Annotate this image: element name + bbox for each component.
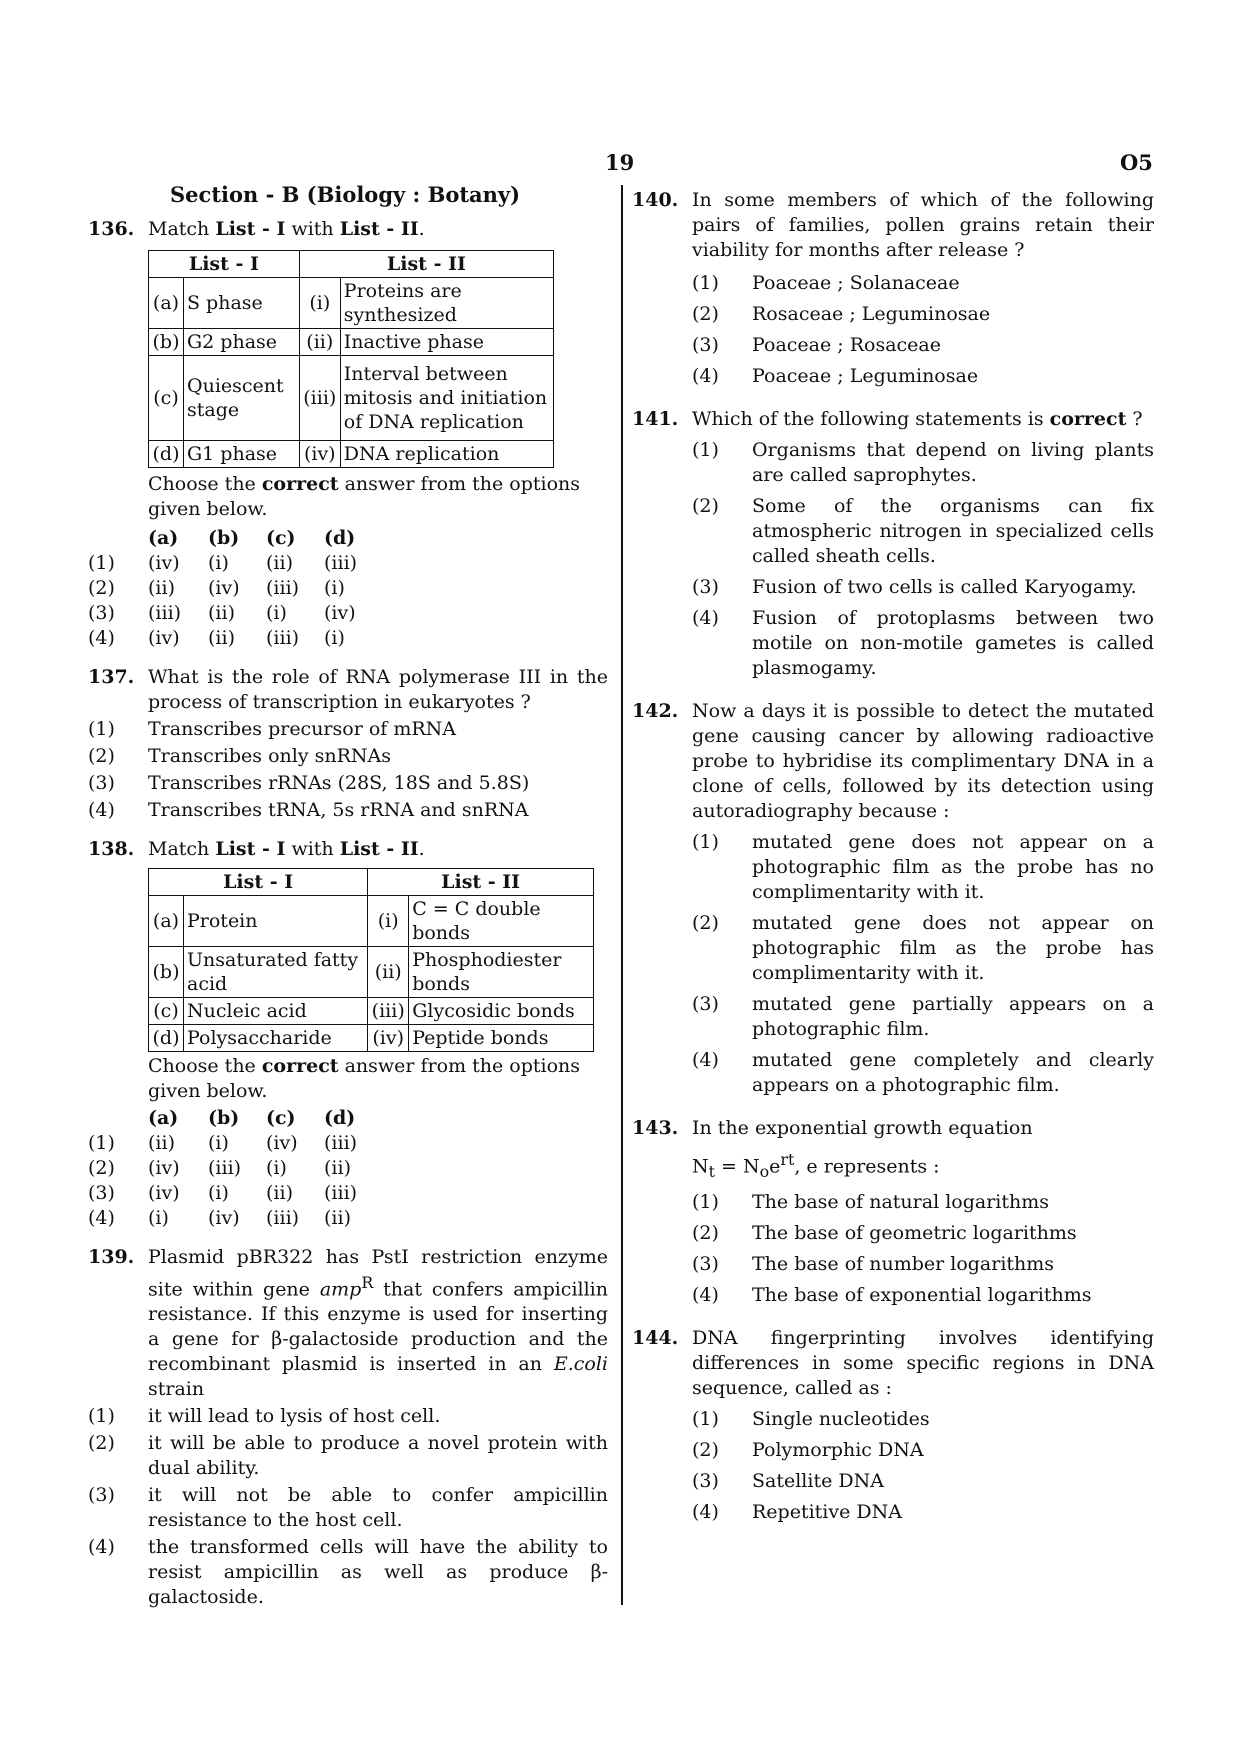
page-number: 19 [605,150,635,175]
instruction-text: Choose the [148,473,262,495]
option-2[interactable] [692,494,1154,569]
match-table [148,868,594,1052]
organism-name: E.coli [553,1353,608,1376]
table-header: List - II [299,251,553,278]
option-number: (3) [692,993,719,1015]
question-136 [88,217,608,651]
answer-cell: (i) [208,1182,229,1204]
option-text: Rosaceae ; Leguminosae [752,303,991,325]
list1-tag: (d) [149,441,184,468]
list2-item: Glycosidic bonds [409,998,594,1025]
instruction-bold: correct [261,1055,339,1077]
gene-superscript: R [361,1273,374,1292]
option-text: mutated gene completely and clearly appears on a photographic film. [752,1049,1154,1096]
answer-cell: (iii) [208,1157,242,1179]
option-number: (1) [692,272,719,294]
table-row [149,1025,594,1052]
option-number: (3) [88,772,115,794]
booklet-code: O5 [1120,150,1153,175]
instruction-text: answer from the options given below. [148,1055,581,1102]
option-4[interactable] [692,606,1154,681]
list2-tag: (ii) [299,329,340,356]
option-text: Transcribes tRNA, 5s rRNA and snRNA [148,799,529,821]
answer-cell: (iv) [148,1182,180,1204]
answer-head: (a) [148,1107,179,1129]
table-header: List - I [149,251,300,278]
left-column [88,182,608,1624]
option-text: mutated gene does not appear on a photographic film as the probe has no complimentarity with it. [752,831,1154,903]
answer-grid [88,526,608,651]
right-column [632,188,1154,1539]
answer-cell: (i) [208,1132,229,1154]
option-text: Fusion of two cells is called Karyogamy. [752,576,1137,598]
option-3[interactable] [692,333,1154,358]
question-number: 138. [88,838,135,860]
choose-instruction [148,472,608,522]
answer-cell: (i) [266,602,287,624]
list1-tag: (d) [149,1025,184,1052]
option-text: Organisms that depend on living plants are called saprophytes. [752,439,1154,486]
option-number: (1) [692,831,719,853]
question-number: 139. [88,1246,135,1268]
list1-tag: (c) [149,356,184,441]
list2-tag: (i) [299,278,340,329]
answer-cell: (iv) [148,1157,180,1179]
question-stem: In the exponential growth equation [692,1117,1033,1139]
question-number: 142. [632,700,679,722]
answer-head: (b) [208,527,240,549]
option-4[interactable] [88,1535,608,1610]
list2-item: Proteins are synthesized [340,278,553,329]
question-number: 140. [632,189,679,211]
eq-part: = N [715,1155,760,1178]
list2-tag: (i) [368,896,409,947]
option-number: (2) [692,1222,719,1245]
stem-text: strain [148,1378,205,1401]
question-stem: In some members of which of the following pairs of families, pollen grains retain their viability for months after release ? [692,189,1154,261]
option-text: Some of the organisms can fix atmospheric nitrogen in specialized cells called sheath cells. [752,495,1154,567]
answer-cell: (i) [324,627,345,649]
eq-sup: rt [780,1150,795,1169]
option-text: Poaceae ; Solanaceae [752,272,960,294]
answer-head: (c) [266,1107,296,1129]
option-2[interactable] [692,302,1154,327]
stem-text: with [285,218,340,240]
stem-text: Match [148,838,216,860]
answer-cell: (iii) [324,552,358,574]
option-text: Fusion of protoplasms between two motile on non-motile gametes is called plasmogamy. [752,607,1154,679]
answer-cell: (iii) [266,1207,300,1229]
list2-tag: (iii) [368,998,409,1025]
option-4[interactable] [692,1048,1154,1098]
question-stem: What is the role of RNA polymerase III in the process of transcription in eukaryotes ? [148,666,608,713]
table-row [149,441,554,468]
option-2[interactable] [692,1438,1154,1463]
answer-cell: (i) [208,552,229,574]
option-text: The base of exponential logarithms [752,1284,1092,1307]
table-row [149,356,554,441]
list1-item: Unsaturated fatty acid [184,947,368,998]
instruction-text: answer from the options given below. [148,473,581,520]
list1-tag: (b) [149,947,184,998]
question-stem [148,837,608,862]
option-number: (4) [88,799,115,821]
list1-item: S phase [184,278,300,329]
option-text: it will lead to lysis of host cell. [148,1405,441,1428]
option-number: (2) [692,303,719,325]
table-row [149,278,554,329]
stem-text: . [418,218,425,240]
list2-tag: (iv) [299,441,340,468]
list2-item: Interval between mitosis and initiation of DNA replication [340,356,553,441]
option-3[interactable] [692,1252,1154,1277]
question-number: 143. [632,1117,679,1139]
stem-bold: List - I [215,838,286,860]
eq-sub: o [759,1162,770,1182]
stem-text: Match [148,218,216,240]
list1-item: Protein [184,896,368,947]
eq-sub: t [708,1162,715,1182]
list1-tag: (a) [149,278,184,329]
question-138 [88,837,608,1231]
list1-item: G2 phase [184,329,300,356]
question-stem: DNA fingerprinting involves identifying differences in some specific regions in DNA sequence, called as : [692,1327,1154,1400]
stem-text: with [285,838,340,860]
option-3[interactable] [692,1469,1154,1494]
stem-bold: List - I [215,218,286,240]
option-3[interactable] [88,771,608,796]
question-stem [148,1245,608,1402]
option-text: Satellite DNA [752,1470,884,1493]
match-table [148,250,554,468]
option-4[interactable] [692,364,1154,389]
question-number: 136. [88,218,135,240]
option-number[interactable]: (3) [88,1182,115,1204]
question-144 [632,1326,1154,1525]
answer-head: (d) [324,527,356,549]
option-number: (4) [88,1536,115,1559]
option-3[interactable] [88,1483,608,1533]
list2-tag: (iv) [368,1025,409,1052]
option-number: (1) [88,718,115,740]
option-number: (3) [88,1484,115,1507]
question-140 [632,188,1154,389]
option-number: (1) [692,439,719,461]
option-number: (1) [88,1405,115,1428]
answer-cell: (iv) [148,552,180,574]
option-3[interactable] [692,575,1154,600]
stem-text: ? [1126,408,1143,430]
answer-cell: (ii) [148,1132,175,1154]
answer-cell: (iii) [324,1132,358,1154]
list2-item: Inactive phase [340,329,553,356]
option-1[interactable] [692,1407,1154,1432]
option-1[interactable] [88,717,608,742]
stem-text: Which of the following statements is [692,408,1050,430]
answer-cell: (ii) [266,552,293,574]
answer-grid [88,1106,608,1231]
option-4[interactable] [692,1283,1154,1308]
answer-cell: (ii) [208,627,235,649]
list1-tag: (c) [149,998,184,1025]
question-number: 137. [88,666,135,688]
option-number: (3) [692,1253,719,1276]
answer-head: (b) [208,1107,240,1129]
option-4[interactable] [692,1500,1154,1525]
choose-instruction [148,1054,608,1104]
question-139 [88,1245,608,1610]
option-text: Single nucleotides [752,1408,930,1431]
list1-item: Quiescent stage [184,356,300,441]
answer-cell: (ii) [324,1157,351,1179]
option-number: (2) [88,745,115,767]
option-1[interactable] [692,271,1154,296]
option-number: (2) [88,1432,115,1455]
question-number: 144. [632,1327,679,1350]
answer-head: (a) [148,527,179,549]
option-number: (4) [692,607,719,629]
gene-name: amp [319,1278,362,1301]
stem-bold: correct [1049,408,1127,430]
column-divider [621,185,623,1605]
option-number[interactable]: (4) [88,627,115,649]
answer-cell: (iii) [266,577,300,599]
answer-cell: (i) [324,577,345,599]
option-number[interactable]: (1) [88,1132,115,1154]
option-text: it will be able to produce a novel protein with dual ability. [148,1432,608,1480]
option-text: The base of natural logarithms [752,1191,1049,1214]
table-row [149,896,594,947]
stem-text: Plasmid pBR322 has PstI restriction enzyme site within gene [148,1246,608,1301]
option-2[interactable] [88,1431,608,1481]
option-number[interactable]: (3) [88,602,115,624]
option-text: Poaceae ; Leguminosae [752,365,979,387]
option-number: (4) [692,1049,719,1071]
answer-cell: (iv) [266,1132,298,1154]
option-text: Repetitive DNA [752,1501,902,1524]
option-number: (2) [692,1439,719,1462]
answer-cell: (ii) [266,1182,293,1204]
option-text: Transcribes rRNAs (28S, 18S and 5.8S) [148,772,530,794]
list1-tag: (b) [149,329,184,356]
stem-bold: List - II [339,838,419,860]
option-text: The base of geometric logarithms [752,1222,1077,1245]
answer-cell: (iii) [148,602,182,624]
option-2[interactable] [88,744,608,769]
question-stem: Now a days it is possible to detect the mutated gene causing cancer by allowing radioactive probe to hybridise its complimentary DNA in a clone of cells, followed by its detection using autoradiography because : [692,700,1154,822]
option-4[interactable] [88,798,608,823]
option-number: (2) [692,912,719,934]
table-row [149,998,594,1025]
option-number: (4) [692,365,719,387]
answer-cell: (iii) [324,1182,358,1204]
question-stem [148,217,608,242]
answer-cell: (iv) [148,627,180,649]
table-row [149,329,554,356]
question-141 [632,407,1154,681]
stem-text: . [418,838,425,860]
answer-cell: (iii) [266,627,300,649]
list2-tag: (iii) [299,356,340,441]
answer-cell: (i) [148,1207,169,1229]
option-text: mutated gene does not appear on photographic film as the probe has complimentarity with it. [752,912,1154,984]
option-number: (1) [692,1408,719,1431]
list2-item: Phosphodiester bonds [409,947,594,998]
option-2[interactable] [692,1221,1154,1246]
stem-text: that confers ampicillin resistance. If this enzyme is used for inserting a gene for β-galactoside production and the recombinant plasmid is inserted in an [148,1278,608,1376]
option-2[interactable] [692,911,1154,986]
option-number: (1) [692,1191,719,1214]
answer-cell: (ii) [208,602,235,624]
list2-tag: (ii) [368,947,409,998]
option-number: (3) [692,1470,719,1493]
option-text: Poaceae ; Rosaceae [752,334,941,356]
table-header: List - I [149,869,368,896]
list2-item: Peptide bonds [409,1025,594,1052]
list2-item: C = C double bonds [409,896,594,947]
option-number[interactable]: (2) [88,577,115,599]
growth-equation [632,1147,1154,1184]
answer-cell: (iv) [324,602,356,624]
option-3[interactable] [692,992,1154,1042]
option-number: (4) [692,1284,719,1307]
question-stem [692,407,1154,432]
option-text: Transcribes only snRNAs [148,745,391,767]
option-text: The base of number logarithms [752,1253,1055,1276]
option-number: (4) [692,1501,719,1524]
option-1[interactable] [88,1404,608,1429]
eq-part: N [692,1155,709,1178]
list1-item: Polysaccharide [184,1025,368,1052]
instruction-text: Choose the [148,1055,262,1077]
option-number: (3) [692,334,719,356]
answer-cell: (ii) [148,577,175,599]
answer-head: (d) [324,1107,356,1129]
option-text: Transcribes precursor of mRNA [148,718,457,740]
option-text: mutated gene partially appears on a photographic film. [752,993,1154,1040]
option-text: it will not be able to confer ampicillin resistance to the host cell. [148,1484,608,1532]
question-142 [632,699,1154,1098]
answer-cell: (i) [266,1157,287,1179]
option-number: (3) [692,576,719,598]
answer-cell: (ii) [324,1207,351,1229]
answer-cell: (iv) [208,1207,240,1229]
option-1[interactable] [692,830,1154,905]
question-number: 141. [632,408,679,430]
option-text: Polymorphic DNA [752,1439,924,1462]
option-1[interactable] [692,438,1154,488]
question-143 [632,1116,1154,1308]
instruction-bold: correct [261,473,339,495]
section-title: Section - B (Biology : Botany) [170,182,521,207]
eq-part: e [769,1155,781,1178]
option-text: the transformed cells will have the ability to resist ampicillin as well as produce β-galactoside. [148,1536,608,1609]
option-number[interactable]: (1) [88,552,115,574]
table-row [149,947,594,998]
table-header: List - II [368,869,594,896]
stem-bold: List - II [339,218,419,240]
option-1[interactable] [692,1190,1154,1215]
eq-part: , e represents : [794,1155,940,1178]
question-137 [88,665,608,823]
answer-cell: (iv) [208,577,240,599]
option-number[interactable]: (2) [88,1157,115,1179]
option-number[interactable]: (4) [88,1207,115,1229]
option-number: (2) [692,495,719,517]
list1-tag: (a) [149,896,184,947]
list1-item: G1 phase [184,441,300,468]
answer-head: (c) [266,527,296,549]
list1-item: Nucleic acid [184,998,368,1025]
list2-item: DNA replication [340,441,553,468]
